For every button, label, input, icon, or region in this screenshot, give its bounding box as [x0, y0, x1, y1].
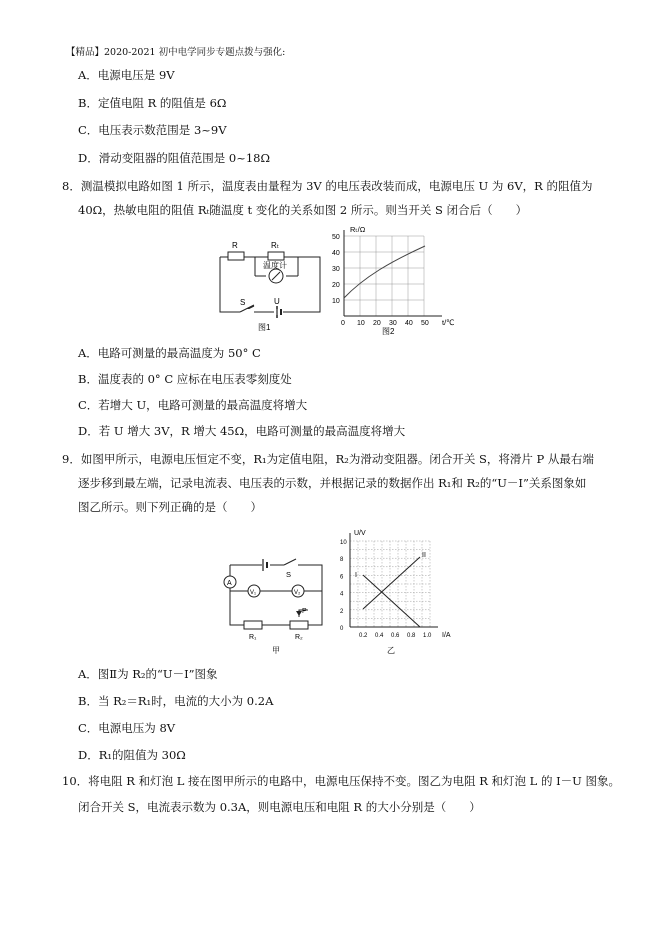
figb-ytick: 4: [340, 591, 344, 598]
fig2-ytick: 30: [332, 266, 340, 273]
q9-stem-line3: 图乙所示。则下列正确的是（ ）: [78, 500, 262, 514]
q8-figure-2-graph: [330, 222, 465, 340]
resistor-r: [228, 252, 244, 260]
figb-xtick: 0.6: [391, 633, 400, 639]
q9-stem-line2: 逐步移到最左端，记录电流表、电压表的示数，并根据记录的数据作出 R₁和 R₂的“U－I”关系图象如: [78, 476, 587, 490]
q9-stem-line1: 9．如图甲所示，电源电压恒定不变，R₁为定值电阻，R₂为滑动变阻器。闭合开关 S，将滑片 P 从最右端: [62, 452, 594, 466]
q9-option-d: D．R₁的阻值为 30Ω: [78, 748, 186, 762]
q8-option-d: D．若 U 增大 3V，R 增大 45Ω，电路可测量的最高温度将增大: [78, 424, 406, 438]
figb-ylabel: U/V: [354, 530, 366, 537]
resistor-rt: [268, 252, 284, 260]
figb-xtick: 0.4: [375, 633, 384, 639]
q9-option-a: A．图Ⅱ为 R₂的“U－I”图象: [78, 667, 218, 681]
fig2-xtick: 30: [389, 320, 397, 327]
q8-stem-line1: 8．测温模拟电路如图 1 所示，温度表由量程为 3V 的电压表改装而成，电源电压 U 为 6V，R 的阻值为: [62, 179, 593, 193]
q10-stem-line2: 闭合开关 S，电流表示数为 0.3A，则电源电压和电阻 R 的大小分别是（ ）: [78, 800, 481, 814]
fig2-ylabel: Rₜ/Ω: [350, 225, 366, 234]
q7-option-c: C．电压表示数范围是 3~9V: [78, 123, 227, 137]
fig2-xtick: 10: [357, 320, 365, 327]
figb-xtick: 0.2: [359, 633, 368, 639]
figure-b-caption: 乙: [387, 646, 395, 655]
label-line-i: I: [355, 572, 357, 579]
label-r1: R₁: [249, 634, 257, 641]
page-header: 【精品】2020-2021 初中电学同步专题点拨与强化:: [66, 47, 286, 58]
figb-ytick: 8: [340, 557, 344, 564]
figb-ytick: 0: [340, 626, 344, 632]
q9-figure-a-circuit: [218, 555, 330, 657]
q8-option-a: A．电路可测量的最高温度为 50° C: [78, 346, 261, 360]
fig2-ytick: 50: [332, 234, 340, 241]
figure-1-caption: 图1: [258, 323, 271, 332]
fig2-xtick: 50: [421, 320, 429, 327]
q7-option-d: D．滑动变阻器的阻值范围是 0~18Ω: [78, 151, 270, 165]
figb-xtick: 1.0: [423, 633, 432, 639]
fig2-ytick: 10: [332, 298, 340, 305]
label-rt: Rₜ: [271, 241, 280, 250]
label-r2: R₂: [295, 634, 303, 641]
q7-option-a: A．电源电压是 9V: [78, 68, 175, 82]
q8-option-b: B．温度表的 0° C 应标在电压表零刻度处: [78, 372, 292, 386]
fig2-xtick: 0: [341, 320, 345, 327]
fig2-ytick: 20: [332, 282, 340, 289]
label-thermometer: 温度计: [263, 261, 287, 270]
figb-ytick: 2: [340, 608, 344, 615]
fig2-ytick: 40: [332, 250, 340, 257]
fig2-xtick: 40: [405, 320, 413, 327]
q8-option-c: C．若增大 U，电路可测量的最高温度将增大: [78, 398, 308, 412]
label-r: R: [232, 241, 238, 250]
figb-xtick: 0.8: [407, 633, 416, 639]
label-line-ii: II: [422, 552, 426, 559]
figure-2-caption: 图2: [382, 327, 395, 336]
label-v1: V₁: [250, 590, 257, 596]
q7-option-b: B．定值电阻 R 的阻值是 6Ω: [78, 96, 227, 110]
q9-option-b: B．当 R₂＝R₁时，电流的大小为 0.2A: [78, 694, 274, 708]
q9-figure-b-graph: [340, 527, 460, 657]
q10-stem-line1: 10．将电阻 R 和灯泡 L 接在图甲所示的电路中，电源电压保持不变。图乙为电阻 R 和灯泡 L 的 I－U 图象。: [62, 774, 621, 788]
figb-ytick: 6: [340, 574, 344, 581]
label-switch-s: S: [240, 298, 246, 307]
fig2-xlabel: t/℃: [442, 318, 455, 327]
label-v2: V₂: [294, 590, 301, 596]
figure-a-caption: 甲: [272, 646, 280, 655]
label-source-u: U: [274, 297, 280, 306]
label-switch-s: S: [286, 570, 292, 579]
q8-figure-1-circuit: [210, 232, 330, 340]
q9-option-c: C．电源电压为 8V: [78, 721, 176, 735]
q8-stem-line2: 40Ω，热敏电阻的阻值 Rₜ随温度 t 变化的关系如图 2 所示。则当开关 S 闭合后（ ）: [78, 203, 528, 217]
figb-xlabel: I/A: [442, 632, 451, 639]
label-slider-p: P: [302, 608, 307, 615]
label-ammeter: A: [227, 580, 232, 587]
figb-ytick: 10: [340, 540, 347, 546]
fig2-xtick: 20: [373, 320, 381, 327]
